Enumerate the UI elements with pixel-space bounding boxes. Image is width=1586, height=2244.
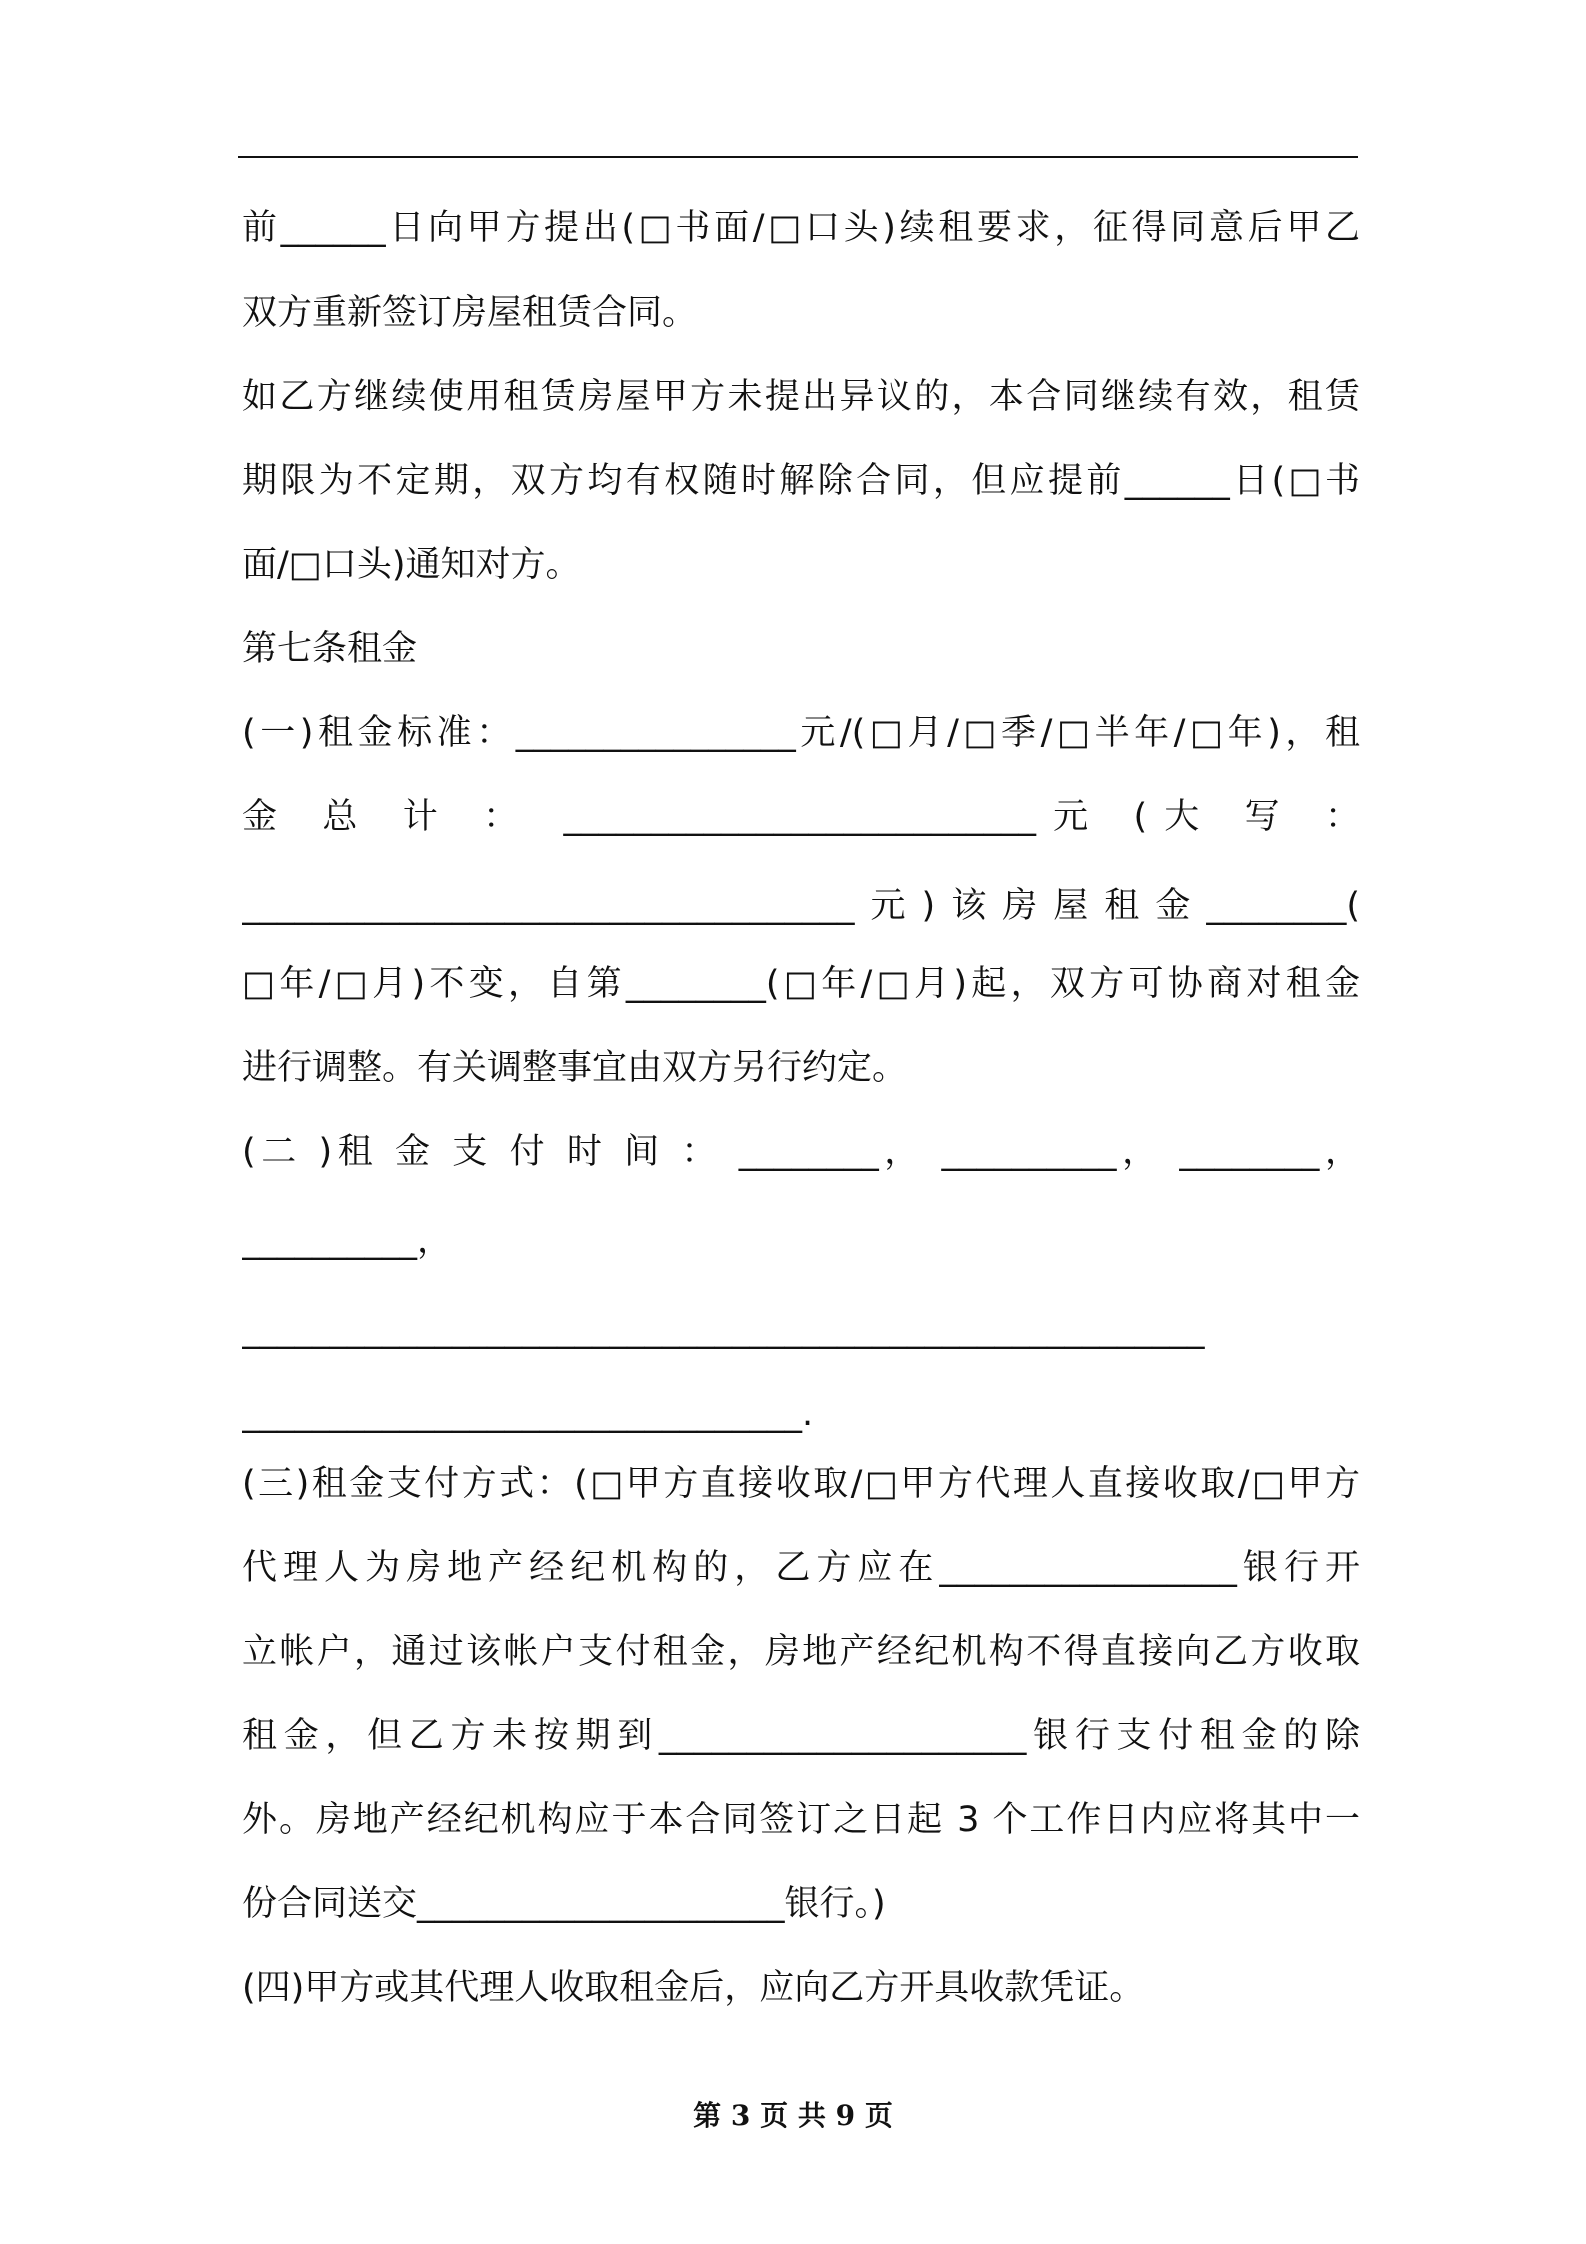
- text-line-18: 立帐户，通过该帐户支付租金，房地产经纪机构不得直接向乙方收取: [242, 1632, 1360, 1672]
- page-number-footer: 第 3 页 共 9 页: [693, 2099, 893, 2132]
- text-line-8: 金 总 计 ： ___________________________元 (大 写 ：: [242, 797, 1360, 837]
- text-line-7: (一)租金标准：________________元/(□月/□季/□半年/□年)，租: [242, 713, 1360, 753]
- text-line-1: 前______日向甲方提出(□书面/□口头)续租要求，征得同意后甲乙: [242, 208, 1360, 248]
- text-line-4: 期限为不定期，双方均有权随时解除合同，但应提前______日(□书: [242, 461, 1360, 501]
- text-line-22: (四)甲方或其代理人收取租金后，应向乙方开具收款凭证。: [242, 1968, 1145, 2008]
- text-line-9: ___________________________________元)该房屋租金________(: [242, 886, 1360, 926]
- text-line-11: 进行调整。有关调整事宜由双方另行约定。: [242, 1048, 908, 1088]
- text-line-16: (三)租金支付方式：(□甲方直接收取/□甲方代理人直接收取/□甲方: [242, 1464, 1360, 1504]
- section-heading-article-7: 第七条租金: [242, 629, 418, 669]
- text-line-20: 外。房地产经纪机构应于本合同签订之日起 3 个工作日内应将其中一: [242, 1800, 1360, 1840]
- text-line-10: □年/□月)不变，自第________(□年/□月)起，双方可协商对租金: [242, 964, 1360, 1004]
- text-line-15: ________________________________.: [242, 1394, 814, 1434]
- text-line-19: 租金，但乙方未按期到_____________________银行支付租金的除: [242, 1716, 1360, 1756]
- text-line-12: (二 )租 金 支 付 时 间 ： ________， __________， ________，: [242, 1132, 1360, 1172]
- text-line-17: 代理人为房地产经纪机构的，乙方应在_________________银行开: [242, 1548, 1360, 1588]
- text-line-5: 面/□口头)通知对方。: [242, 545, 581, 585]
- text-line-13: __________，: [242, 1221, 453, 1261]
- text-line-3: 如乙方继续使用租赁房屋甲方未提出异议的，本合同继续有效，租赁: [242, 377, 1360, 417]
- header-rule: [238, 156, 1358, 158]
- text-line-21: 份合同送交_____________________银行。): [242, 1884, 886, 1924]
- text-line-14: _______________________________________________________: [242, 1310, 1205, 1350]
- text-line-2: 双方重新签订房屋租赁合同。: [242, 293, 698, 333]
